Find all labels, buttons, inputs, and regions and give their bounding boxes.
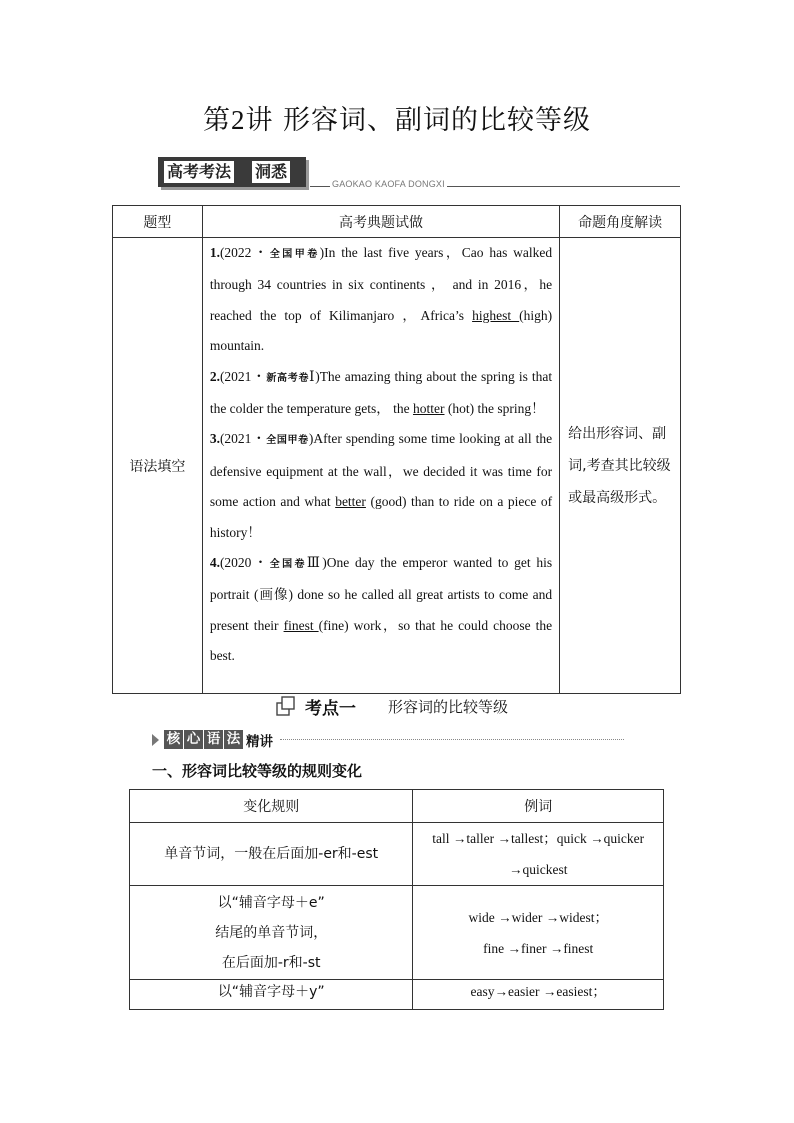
- rule-line: 以“辅音字母＋e”: [217, 894, 325, 911]
- table-header-row: [130, 790, 664, 823]
- core-chip: 法: [224, 730, 243, 749]
- question-source-pre: (2021・: [219, 431, 267, 447]
- rule-cell: [130, 980, 413, 1010]
- example-line: fine →finer →finest: [483, 940, 594, 956]
- question-text: One day the emperor wanted to get his portrait (画像) done so he called all great artists to come and present their: [209, 555, 553, 633]
- example-line: →quickest: [508, 862, 568, 877]
- question-text: After spending some time looking at all the defensive equipment at the wall，we decided it was time for some action and what: [209, 431, 553, 510]
- example-cell: [413, 823, 664, 886]
- dotted-divider: [280, 739, 624, 740]
- table-header-row: [113, 206, 681, 238]
- question-source-pre: (2021・: [219, 368, 267, 384]
- question-source-post: Ⅰ): [309, 368, 320, 384]
- question-source: 新高考卷: [266, 372, 310, 384]
- question-item: [210, 238, 552, 362]
- core-chip: 心: [184, 730, 203, 749]
- table-row: [113, 238, 681, 694]
- kaodian-label: 考点一: [305, 699, 356, 719]
- play-triangle-icon: [152, 734, 159, 746]
- question-text: The amazing thing about the spring is that the colder the temperature gets， the: [209, 368, 553, 417]
- title-number: 2: [230, 105, 246, 135]
- example-line: easy→easier →easiest；: [470, 984, 606, 999]
- question-source-pre: (2020・: [219, 555, 270, 571]
- question-source: 全国卷: [269, 559, 307, 571]
- overlapping-squares-icon: [276, 696, 296, 716]
- question-number: 1.: [209, 245, 220, 260]
- rule-line: 以“辅音字母＋y”: [217, 984, 325, 1000]
- question-source-pre: (2022・: [219, 245, 270, 260]
- question-type-cell: 语法填空: [113, 238, 203, 694]
- question-answer: highest: [472, 307, 520, 323]
- example-line: wide →wider →widest；: [468, 909, 608, 925]
- banner-subtitle: GAOKAO KAOFA DONGXI: [332, 179, 445, 189]
- question-text: In the last five years，Cao has walked through 34 countries in six continents ， and in 2016，he reached the top of Kilimanjaro ，Africa’s: [209, 245, 553, 323]
- page-title: [0, 98, 794, 137]
- question-item: [210, 362, 552, 425]
- question-source-post: ): [319, 245, 325, 260]
- section-banner: [158, 157, 310, 189]
- example-line: tall →taller →tallest；quick →quicker: [432, 831, 645, 846]
- section-title: 一、形容词比较等级的规则变化: [152, 762, 363, 780]
- banner-label-main: 高考考法: [164, 161, 234, 183]
- exam-question-table: [112, 205, 681, 694]
- question-text-tail: (good) than to ride on a piece of history！: [209, 494, 553, 540]
- title-text: 讲 形容词、副词的比较等级: [245, 105, 592, 136]
- banner-label-secondary: 洞悉: [252, 161, 290, 183]
- core-chip: 语: [204, 730, 223, 749]
- example-cell: [413, 980, 664, 1010]
- question-number: 2.: [209, 368, 220, 384]
- rule-line: 在后面加-r和-st: [221, 954, 321, 971]
- rule-line: 结尾的单音节词，: [215, 924, 328, 941]
- core-suffix: 精讲: [246, 734, 273, 750]
- question-answer: finest: [283, 617, 319, 633]
- example-cell: [413, 886, 664, 980]
- table-row: [130, 980, 664, 1010]
- column-header: 高考典题试做: [202, 206, 559, 238]
- column-header: 题型: [113, 206, 203, 238]
- question-number: 4.: [209, 555, 220, 571]
- question-text-tail: (high) mountain.: [209, 307, 553, 354]
- rule-cell: [130, 823, 413, 886]
- column-header: 命题角度解读: [560, 206, 681, 238]
- question-answer: better: [335, 494, 366, 510]
- table-row: [130, 886, 664, 980]
- kaodian-description: 形容词的比较等级: [388, 698, 509, 716]
- title-prefix: 第: [202, 105, 231, 136]
- column-header: 例词: [413, 790, 664, 823]
- question-source: 全国甲卷: [269, 249, 320, 260]
- core-chip: 核: [164, 730, 183, 749]
- question-source: 全国甲卷: [266, 435, 309, 447]
- table-row: [130, 823, 664, 886]
- rule-line: 单音节词，一般在后面加-er和-est: [164, 846, 379, 862]
- question-number: 3.: [209, 431, 220, 447]
- question-source-post: ): [308, 431, 314, 447]
- questions-cell: [202, 238, 559, 694]
- question-text-tail: (hot) the spring！: [444, 401, 545, 417]
- rule-cell: [130, 886, 413, 980]
- question-item: [210, 424, 552, 548]
- column-header: 变化规则: [130, 790, 413, 823]
- analysis-cell: 给出形容词、副词,考查其比较级或最高级形式。: [560, 238, 681, 694]
- question-source-post: Ⅲ): [306, 555, 327, 571]
- comparison-rules-table: [129, 789, 664, 1010]
- question-answer: hotter: [412, 401, 445, 417]
- question-item: [210, 548, 552, 672]
- question-text-tail: (fine) work，so that he could choose the best.: [209, 617, 553, 664]
